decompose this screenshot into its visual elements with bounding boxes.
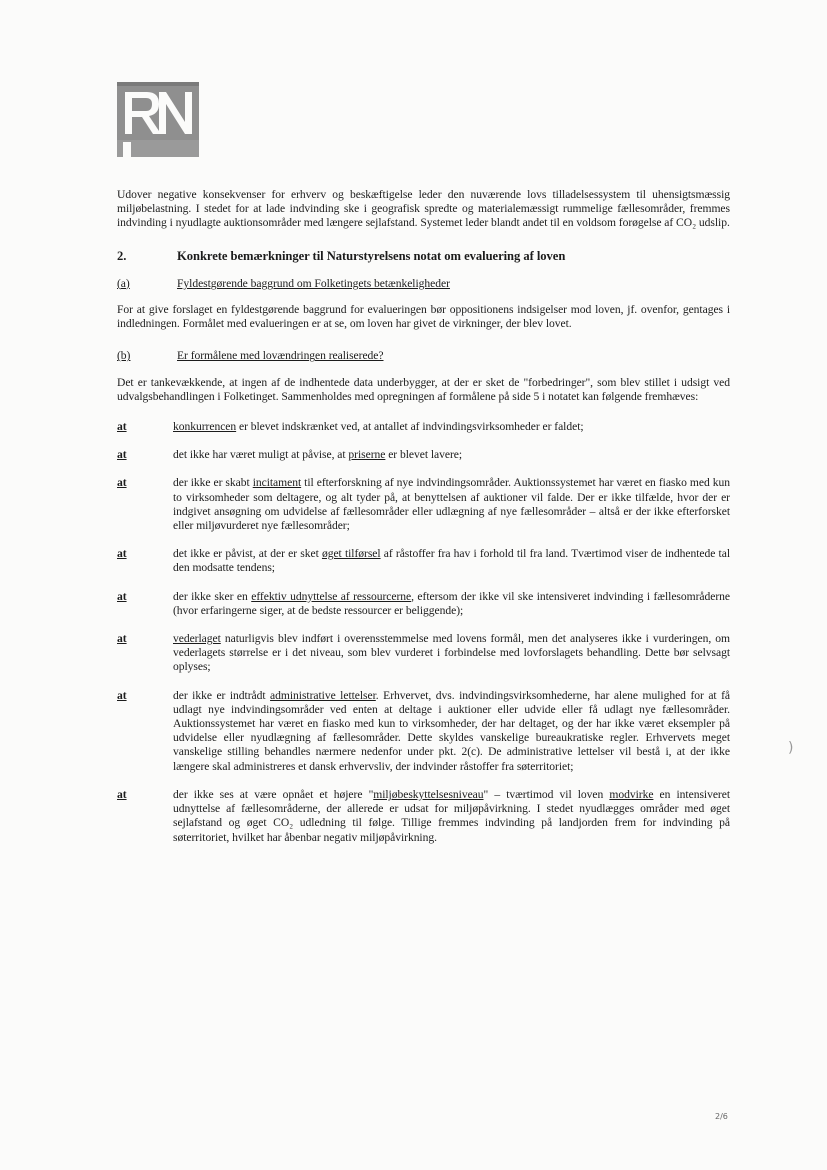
item-marker: at — [117, 589, 127, 603]
list-item — [117, 590, 730, 618]
item-underlined-2: modvirke — [609, 787, 654, 801]
item-marker: at — [117, 787, 127, 801]
item-text: der ikke ses at være opnået et højere "miljøbeskyttelsesniveau" – tværtimod vil loven modvirke en intensiveret udnyttelse af fællesområderne, der allerede er udsat for miljøpåvirkning. I stedet nyudlægges områder med øget sejlafstand og øget CO₂ udledning til følge. Tillige fremmes indvinding på landjorden frem for indvinding på søterritoriet, hvilket har åbenbar negativ miljøpåvirkning. — [173, 787, 730, 844]
item-marker: at — [117, 420, 127, 434]
section-title: Konkrete bemærkninger til Naturstyrelsens notat om evaluering af loven — [177, 248, 566, 263]
item-marker: at — [117, 688, 127, 702]
scan-edge-mark: ) — [788, 740, 794, 756]
item-marker: at — [117, 632, 127, 646]
subsection-b-heading — [117, 349, 730, 363]
item-underlined: øget tilførsel — [321, 547, 381, 561]
list-item — [117, 448, 730, 462]
subsection-a-label: (a) — [117, 276, 130, 290]
subsection-b-title: Er formålene med lovændringen realiserede? — [177, 349, 384, 363]
item-underlined: konkurrencen — [173, 420, 237, 434]
page-number: 2/6 — [715, 1112, 728, 1121]
document-body — [117, 188, 730, 845]
intro-paragraph: Udover negative konsekvenser for erhverv og beskæftigelse leder den nuværende lovs tilladelsessystem til uhensigtsmæssig miljøbelastning. I stedet for at lade indvinding ske i geografisk spredte og materialemæssigt rummelige fællesområder, fremmes indvinding i nyudlagte auktionsområder med længere sejlafstand. Systemet leder blandt andet til en voldsom forøgelse af CO₂ udslip. — [117, 188, 730, 230]
list-item — [117, 420, 730, 434]
item-underlined: miljøbeskyttelsesniveau — [373, 787, 484, 801]
subsection-a-title: Fyldestgørende baggrund om Folketingets betænkeligheder — [177, 276, 450, 290]
item-underlined: effektiv udnyttelse af ressourcerne — [251, 589, 412, 603]
item-text: det ikke har været muligt at påvise, at priserne er blevet lavere; — [173, 448, 463, 462]
list-item — [117, 689, 730, 774]
list-item — [117, 547, 730, 575]
item-text: der ikke sker en effektiv udnyttelse af ressourcerne, eftersom der ikke vil ske intensiveret indvinding i fællesområderne (hvor erfaringerne siger, at de bedste ressourcer er beliggende); — [173, 589, 730, 617]
findings-list — [117, 420, 730, 845]
subsection-b-text: Det er tankevækkende, at ingen af de indhentede data underbygger, at der er sket de "forbedringer", som blev stillet i udsigt ved udvalgsbehandlingen i Folketinget. Sammenholdes med opregningen af formålene på side 5 i notatet kan følgende fremhæves: — [117, 375, 730, 403]
item-underlined: administrative lettelser — [270, 688, 376, 702]
subsection-a-heading — [117, 277, 730, 291]
item-marker: at — [117, 476, 127, 490]
item-marker: at — [117, 448, 127, 462]
item-marker: at — [117, 547, 127, 561]
rn-logo-graphic — [117, 82, 199, 157]
item-underlined: incitament — [252, 476, 302, 490]
section-number: 2. — [117, 248, 127, 263]
subsection-a-text: For at give forslaget en fyldestgørende baggrund for evalueringen bør oppositionens indsigelser mod loven, jf. ovenfor, gentages i indledningen. Formålet med evalueringen er at se, om loven har givet de virkninger, der blev lovet. — [117, 303, 730, 331]
item-text: konkurrencen er blevet indskrænket ved, at antallet af indvindingsvirksomheder er faldet; — [173, 420, 584, 434]
item-text: der ikke er indtrådt administrative lettelser. Erhvervet, dvs. indvindingsvirksomhederne, har alene mulighed for at få udlagt nye indvindingsområder ved enten at deltage i auktioner eller udvide eller få udlagt nye fællesområder. Auktionssystemet har været en fiasko med kun to virksomheder, der har deltaget, og der har ikke været eksempler på udvidelse eller nyudlægning af fællesområder. Dette skyldes vanskelige bureaukratiske regler. Erhvervets meget vanskelige stilling behandles nærmere nedenfor under pkt. 2(c). De administrative lettelser vil bestå i, at der ikke længere skal administreres et dansk erhvervsliv, der indvinder råstoffer fra søterritoriet; — [173, 688, 731, 773]
subsection-b-label: (b) — [117, 349, 131, 363]
item-text: der ikke er skabt incitament til efterforskning af nye indvindingsområder. Auktionssystemet har været en fiasko med kun to virksomheder som deltagere, og alt tyder på, at benyttelsen af auktioner vil falde. Der er ikke tilfælde, hvor der er indgivet ansøgning om udvidelse af fællesområder eller udlægning af nye fællesområder – altså er der ikke efterforsket eller miljøvurderet nye fællesområder; — [173, 476, 731, 533]
item-text: vederlaget naturligvis blev indført i overensstemmelse med lovens formål, men det analyseres ikke i vurderingen, om vederlagets størrelse er i det niveau, som blev vurderet i forbindelse med lovforslagets behandling. Dette bør selvsagt oplyses; — [173, 632, 730, 674]
list-item — [117, 632, 730, 675]
list-item — [117, 788, 730, 845]
list-item — [117, 476, 730, 533]
item-text: det ikke er påvist, at der er sket øget tilførsel af råstoffer fra hav i forhold til fra land. Tværtimod viser de indhentede tal den modsatte tendens; — [173, 547, 730, 575]
rn-logo — [117, 82, 199, 157]
item-underlined: vederlaget — [173, 632, 221, 646]
item-underlined: priserne — [348, 448, 386, 462]
section-heading — [117, 249, 730, 263]
